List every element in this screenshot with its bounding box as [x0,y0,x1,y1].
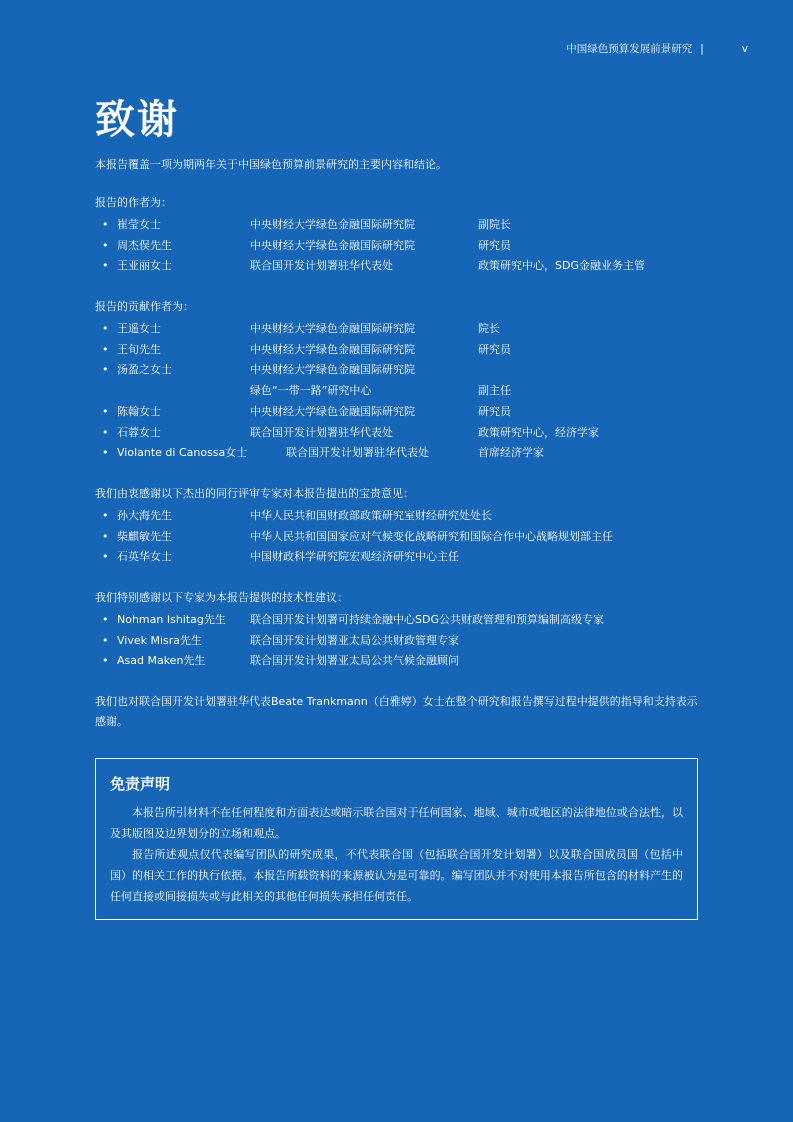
header-title: 中国绿色预算发展前景研究 [566,43,693,55]
intro-text: 本报告覆盖一项为期两年关于中国绿色预算前景研究的主要内容和结论。 [95,158,447,171]
person-role: 院长 [478,322,500,336]
disclaimer-paragraph-1: 本报告所引材料不在任何程度和方面表达或暗示联合国对于任何国家、地域、城市或地区的法律地位或合法性，以及其版图及边界划分的立场和观点。 [110,806,683,840]
bullet-icon: • [102,612,109,626]
person-org: 中华人民共和国财政部政策研究室财经研究处处长 [250,508,492,522]
person-org: 中央财经大学绿色金融国际研究院 [250,342,415,356]
reviewers-list [95,506,705,568]
closing-text: 我们也对联合国开发计划署驻华代表Beate Trankmann（白雅婷）女士在整个研究和报告撰写过程中提供的指导和支持表示感谢。 [95,695,698,728]
bullet-icon: • [102,342,109,356]
list-item [95,215,705,236]
list-item [95,631,705,652]
list-item [95,340,705,361]
page-number: v [741,42,748,55]
person-org: 中央财经大学绿色金融国际研究院 [250,322,415,336]
person-name: 汤盈之女士 [117,363,172,377]
person-org: 联合国开发计划署驻华代表处 [250,425,393,439]
person-name: 柴麒敏先生 [117,529,172,543]
bullet-icon: • [102,550,109,564]
bullet-icon: • [102,404,109,418]
person-name: 王旬先生 [117,342,161,356]
page-title: 致谢 [95,97,179,143]
person-name: Asad Maken先生 [117,654,206,668]
person-name: 陈翰女士 [117,404,161,418]
person-name: 周杰俣先生 [117,238,172,252]
person-name: 王亚丽女士 [117,259,172,273]
person-role: 副院长 [478,218,511,231]
person-role: 政策研究中心，SDG金融业务主管 [478,259,645,273]
person-name: Vivek Misra先生 [117,633,203,647]
person-role: 研究员 [478,404,511,418]
list-item [95,443,705,464]
person-org: 联合国开发计划署驻华代表处 [286,446,429,460]
list-item-continuation [95,381,705,402]
list-item [95,527,705,548]
bullet-icon: • [102,446,109,460]
bullet-icon: • [102,322,109,336]
person-name: Nohman Ishitag先生 [117,612,226,626]
list-item [95,547,705,568]
person-role: 副主任 [478,384,511,398]
list-item [95,236,705,257]
advisors-list [95,610,705,672]
person-org: 中国财政科学研究院宏观经济研究中心主任 [250,550,459,564]
bullet-icon: • [102,425,109,439]
acknowledgements-body [95,155,705,732]
bullet-icon: • [102,508,109,522]
person-org: 联合国开发计划署可持续金融中心SDG公共财政管理和预算编制高级专家 [250,612,604,626]
person-org: 绿色“一带一路”研究中心 [250,384,372,398]
list-item [95,256,705,277]
person-org: 中央财经大学绿色金融国际研究院 [250,363,415,377]
bullet-icon: • [102,238,109,252]
header-separator: | [700,42,704,55]
person-name: 王遥女士 [117,322,161,336]
person-role: 研究员 [478,342,511,356]
bullet-icon: • [102,633,109,647]
bullet-icon: • [102,218,109,231]
person-role: 首席经济学家 [478,446,544,460]
list-item [95,506,705,527]
list-item [95,651,705,672]
person-name: 孙大海先生 [117,508,172,522]
advisors-heading: 我们特别感谢以下专家为本报告提供的技术性建议： [95,590,348,604]
person-name: 崔莹女士 [117,218,161,231]
person-name: Violante di Canossa女士 [117,446,248,460]
person-name: 石蓉女士 [117,425,161,439]
person-org: 联合国开发计划署亚太局公共财政管理专家 [250,633,459,647]
list-item [95,423,705,444]
person-org: 联合国开发计划署亚太局公共气候金融顾问 [250,654,459,668]
reviewers-heading: 我们由衷感谢以下杰出的同行评审专家对本报告提出的宝贵意见： [95,486,414,500]
bullet-icon: • [102,363,109,377]
person-org: 中央财经大学绿色金融国际研究院 [250,404,415,418]
person-org: 中央财经大学绿色金融国际研究院 [250,218,415,231]
contributors-list [95,319,705,464]
person-org: 联合国开发计划署驻华代表处 [250,259,393,273]
disclaimer-title: 免责声明 [110,775,171,793]
authors-list [95,215,705,277]
bullet-icon: • [102,259,109,273]
person-org: 中央财经大学绿色金融国际研究院 [250,238,415,252]
bullet-icon: • [102,654,109,668]
person-role: 政策研究中心，经济学家 [478,425,599,439]
person-name: 石英华女士 [117,550,172,564]
list-item [95,360,705,381]
list-item [95,402,705,423]
contributors-heading: 报告的贡献作者为： [95,300,194,314]
list-item [95,319,705,340]
person-org: 中华人民共和国国家应对气候变化战略研究和国际合作中心战略规划部主任 [250,529,613,543]
bullet-icon: • [102,529,109,543]
disclaimer-box [95,758,698,920]
disclaimer-paragraph-2: 报告所述观点仅代表编写团队的研究成果，不代表联合国（包括联合国开发计划署）以及联合国成员国（包括中国）的相关工作的执行依据。本报告所载资料的来源被认为是可靠的。编写团队并不对使用本报告所包含的材料产生的任何直接或间接损失或与此相关的其他任何损失承担任何责任。 [110,848,683,903]
authors-heading: 报告的作者为： [95,196,172,209]
list-item [95,610,705,631]
person-role: 研究员 [478,238,511,252]
running-header [566,41,748,56]
